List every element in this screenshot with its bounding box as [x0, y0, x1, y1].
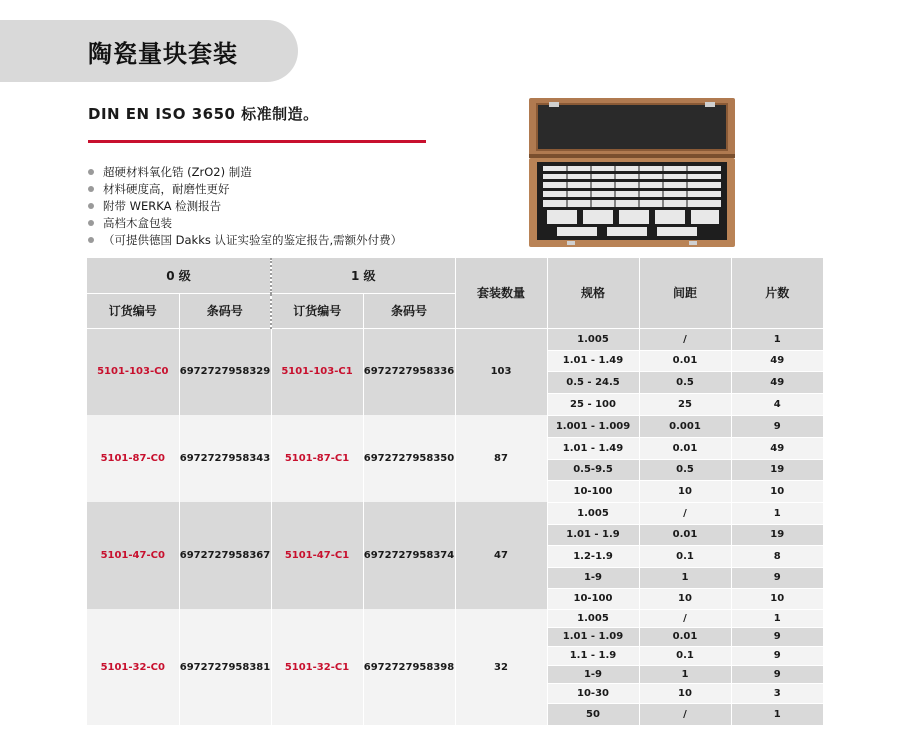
interval-cell: 0.01	[639, 350, 731, 371]
spec-cell: 50	[547, 703, 639, 725]
spec-cell: 25 - 100	[547, 393, 639, 415]
interval-cell: 10	[639, 683, 731, 703]
header-interval: 间距	[639, 258, 731, 328]
bullet-icon	[88, 169, 94, 175]
barcode-grade1: 6972727958350	[363, 415, 455, 502]
pieces-cell: 49	[731, 371, 823, 393]
interval-cell: /	[639, 328, 731, 350]
header-order-no: 订货编号	[271, 293, 363, 328]
subtitle: DIN EN ISO 3650 标准制造。	[88, 105, 319, 123]
spec-cell: 1-9	[547, 567, 639, 588]
interval-cell: 0.1	[639, 545, 731, 567]
set-count: 32	[455, 609, 547, 725]
spec-cell: 1.01 - 1.49	[547, 437, 639, 459]
barcode-grade0: 6972727958381	[179, 609, 271, 725]
table-row	[87, 328, 823, 350]
pieces-cell: 1	[731, 328, 823, 350]
bullet-icon	[88, 186, 94, 192]
interval-cell: 0.01	[639, 524, 731, 545]
header-order-no: 订货编号	[87, 293, 179, 328]
feature-item: 高档木盒包装	[88, 215, 402, 232]
pieces-cell: 10	[731, 480, 823, 502]
interval-cell: 0.001	[639, 415, 731, 437]
divider-rule	[88, 140, 426, 143]
table-row	[87, 609, 823, 627]
spec-cell: 1.001 - 1.009	[547, 415, 639, 437]
interval-cell: 1	[639, 665, 731, 683]
order-code-grade1: 5101-32-C1	[271, 609, 363, 725]
order-code-grade0: 5101-32-C0	[87, 609, 179, 725]
spec-cell: 1.1 - 1.9	[547, 646, 639, 665]
spec-cell: 10-100	[547, 588, 639, 609]
order-code-grade1: 5101-87-C1	[271, 415, 363, 502]
interval-cell: 0.5	[639, 371, 731, 393]
spec-cell: 1.005	[547, 609, 639, 627]
header-spec: 规格	[547, 258, 639, 328]
header-barcode: 条码号	[179, 293, 271, 328]
pieces-cell: 9	[731, 415, 823, 437]
pieces-cell: 1	[731, 609, 823, 627]
header-barcode: 条码号	[363, 293, 455, 328]
pieces-cell: 49	[731, 350, 823, 371]
pieces-cell: 9	[731, 646, 823, 665]
spec-cell: 1.01 - 1.09	[547, 627, 639, 646]
interval-cell: 0.01	[639, 627, 731, 646]
bullet-icon	[88, 237, 94, 243]
pieces-cell: 1	[731, 703, 823, 725]
spec-cell: 10-100	[547, 480, 639, 502]
spec-cell: 1.01 - 1.49	[547, 350, 639, 371]
order-code-grade1: 5101-103-C1	[271, 328, 363, 415]
order-code-grade0: 5101-47-C0	[87, 502, 179, 609]
order-code-grade1: 5101-47-C1	[271, 502, 363, 609]
product-photo	[527, 96, 737, 249]
interval-cell: 0.01	[639, 437, 731, 459]
barcode-grade0: 6972727958367	[179, 502, 271, 609]
header-set-count: 套装数量	[455, 258, 547, 328]
spec-cell: 0.5-9.5	[547, 459, 639, 480]
spec-cell: 1.005	[547, 502, 639, 524]
feature-item: 附带 WERKA 检测报告	[88, 198, 402, 215]
interval-cell: /	[639, 703, 731, 725]
feature-item: 材料硬度高，耐磨性更好	[88, 181, 402, 198]
interval-cell: /	[639, 609, 731, 627]
interval-cell: 0.1	[639, 646, 731, 665]
pieces-cell: 19	[731, 524, 823, 545]
bullet-icon	[88, 203, 94, 209]
spec-cell: 10-30	[547, 683, 639, 703]
spec-cell: 1-9	[547, 665, 639, 683]
interval-cell: 0.5	[639, 459, 731, 480]
barcode-grade1: 6972727958374	[363, 502, 455, 609]
pieces-cell: 9	[731, 627, 823, 646]
barcode-grade1: 6972727958398	[363, 609, 455, 725]
header-grade0: 0 级	[87, 258, 271, 293]
pieces-cell: 8	[731, 545, 823, 567]
barcode-grade0: 6972727958329	[179, 328, 271, 415]
interval-cell: 1	[639, 567, 731, 588]
set-count: 87	[455, 415, 547, 502]
feature-item: （可提供德国 Dakks 认证实验室的鉴定报告,需额外付费）	[88, 232, 402, 249]
header-pieces: 片数	[731, 258, 823, 328]
pieces-cell: 4	[731, 393, 823, 415]
pieces-cell: 3	[731, 683, 823, 703]
barcode-grade1: 6972727958336	[363, 328, 455, 415]
table-row	[87, 502, 823, 524]
set-count: 47	[455, 502, 547, 609]
order-code-grade0: 5101-103-C0	[87, 328, 179, 415]
spec-cell: 1.01 - 1.9	[547, 524, 639, 545]
page-title: 陶瓷量块套装	[88, 40, 238, 68]
order-code-grade0: 5101-87-C0	[87, 415, 179, 502]
interval-cell: 10	[639, 588, 731, 609]
header-grade1: 1 级	[271, 258, 455, 293]
pieces-cell: 9	[731, 665, 823, 683]
pieces-cell: 9	[731, 567, 823, 588]
set-count: 103	[455, 328, 547, 415]
interval-cell: 25	[639, 393, 731, 415]
interval-cell: /	[639, 502, 731, 524]
feature-list	[88, 164, 402, 249]
pieces-cell: 1	[731, 502, 823, 524]
feature-item: 超硬材料氧化锆 (ZrO2) 制造	[88, 164, 402, 181]
spec-cell: 0.5 - 24.5	[547, 371, 639, 393]
table-row	[87, 415, 823, 437]
spec-cell: 1.2-1.9	[547, 545, 639, 567]
spec-table	[87, 258, 823, 726]
interval-cell: 10	[639, 480, 731, 502]
bullet-icon	[88, 220, 94, 226]
barcode-grade0: 6972727958343	[179, 415, 271, 502]
pieces-cell: 49	[731, 437, 823, 459]
pieces-cell: 19	[731, 459, 823, 480]
pieces-cell: 10	[731, 588, 823, 609]
spec-cell: 1.005	[547, 328, 639, 350]
